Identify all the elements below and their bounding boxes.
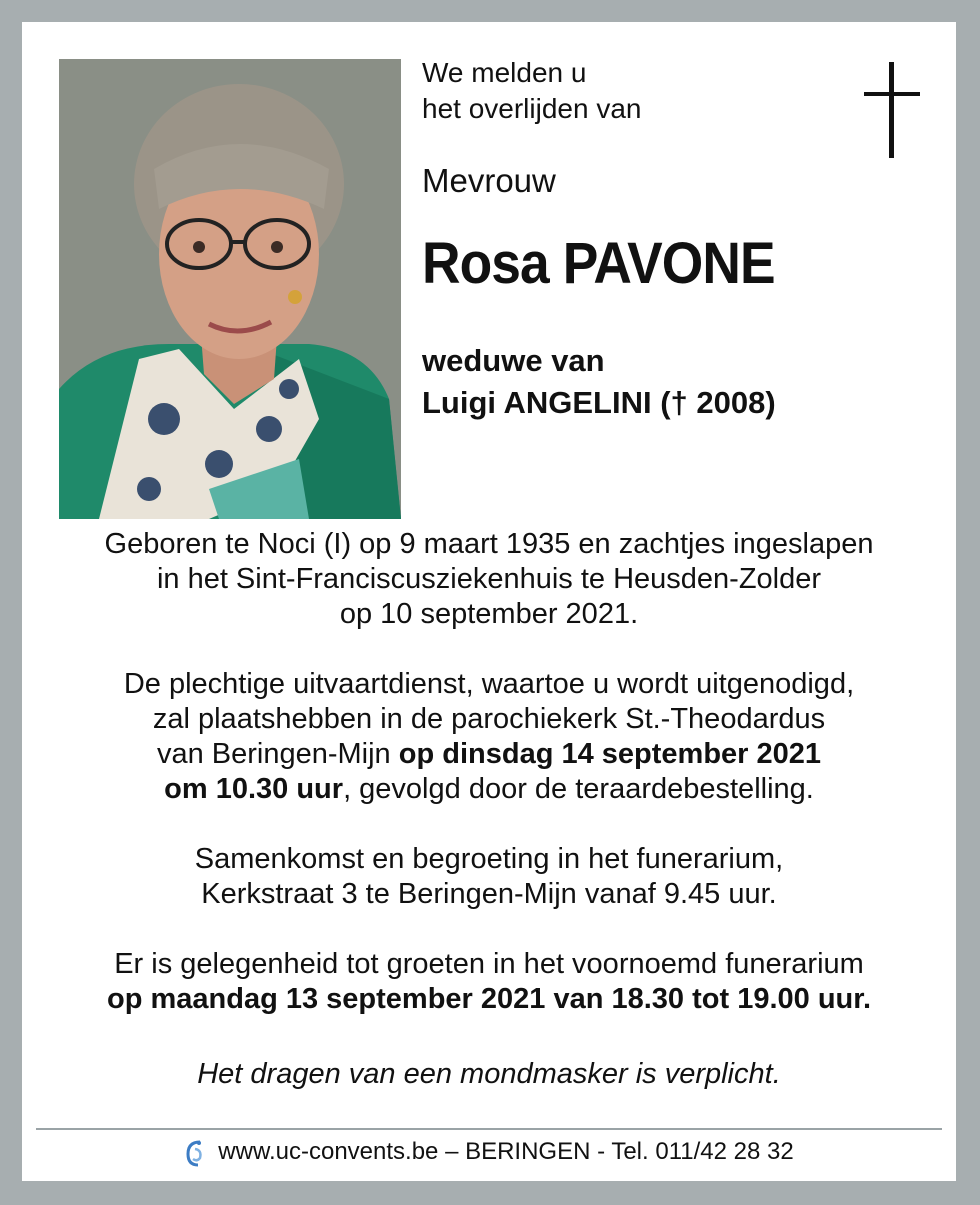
- text-line: De plechtige uitvaartdienst, waartoe u wordt uitgenodigd,: [123, 668, 855, 700]
- text-line: Geboren te Noci (I) op 9 maart 1935 en zachtjes ingeslapen: [104, 528, 874, 560]
- intro-line: We melden u: [422, 57, 587, 88]
- text-span: , gevolgd door de teraardebestelling.: [343, 773, 814, 805]
- honorific: Mevrouw: [422, 162, 556, 199]
- text-line: Samenkomst en begroeting in het funerarium,: [194, 843, 784, 875]
- visitation-paragraph: [22, 947, 956, 1017]
- funeral-service-paragraph: [22, 667, 956, 807]
- widow-label: weduwe van: [422, 343, 605, 378]
- spouse-info: [422, 340, 776, 424]
- mask-notice: Het dragen van een mondmasker is verplicht.: [197, 1058, 781, 1090]
- text-line: Er is gelegenheid tot groeten in het voornoemd funerarium: [114, 948, 864, 980]
- text-line: Kerkstraat 3 te Beringen-Mijn vanaf 9.45 uur.: [201, 878, 777, 910]
- footer-contact: www.uc-convents.be – BERINGEN - Tel. 011/42 28 32: [218, 1138, 794, 1165]
- intro-line: het overlijden van: [422, 93, 642, 124]
- footer-divider: [36, 1128, 942, 1130]
- text-line: op 10 september 2021.: [339, 598, 639, 630]
- text-span: van Beringen-Mijn: [156, 738, 399, 770]
- intro-text: [422, 55, 641, 127]
- service-time: om 10.30 uur: [164, 773, 344, 805]
- text-line: in het Sint-Franciscusziekenhuis te Heusden-Zolder: [156, 563, 822, 595]
- service-date: op dinsdag 14 september 2021: [398, 738, 822, 770]
- cross-icon: [864, 62, 920, 158]
- text-line: zal plaatshebben in de parochiekerk St.-Theodardus: [152, 703, 826, 735]
- text-line: [22, 772, 956, 807]
- footer: [22, 1137, 956, 1168]
- deceased-name: Rosa PAVONE: [422, 231, 775, 296]
- funeral-home-logo: [184, 1138, 206, 1168]
- text-line: [22, 737, 956, 772]
- gathering-paragraph: [22, 842, 956, 912]
- spouse-name: Luigi ANGELINI († 2008): [422, 385, 776, 420]
- portrait-photo: [59, 59, 401, 519]
- birth-death-paragraph: [22, 527, 956, 632]
- obituary-card: [22, 22, 956, 1181]
- visitation-time: op maandag 13 september 2021 van 18.30 tot 19.00 uur.: [106, 983, 871, 1015]
